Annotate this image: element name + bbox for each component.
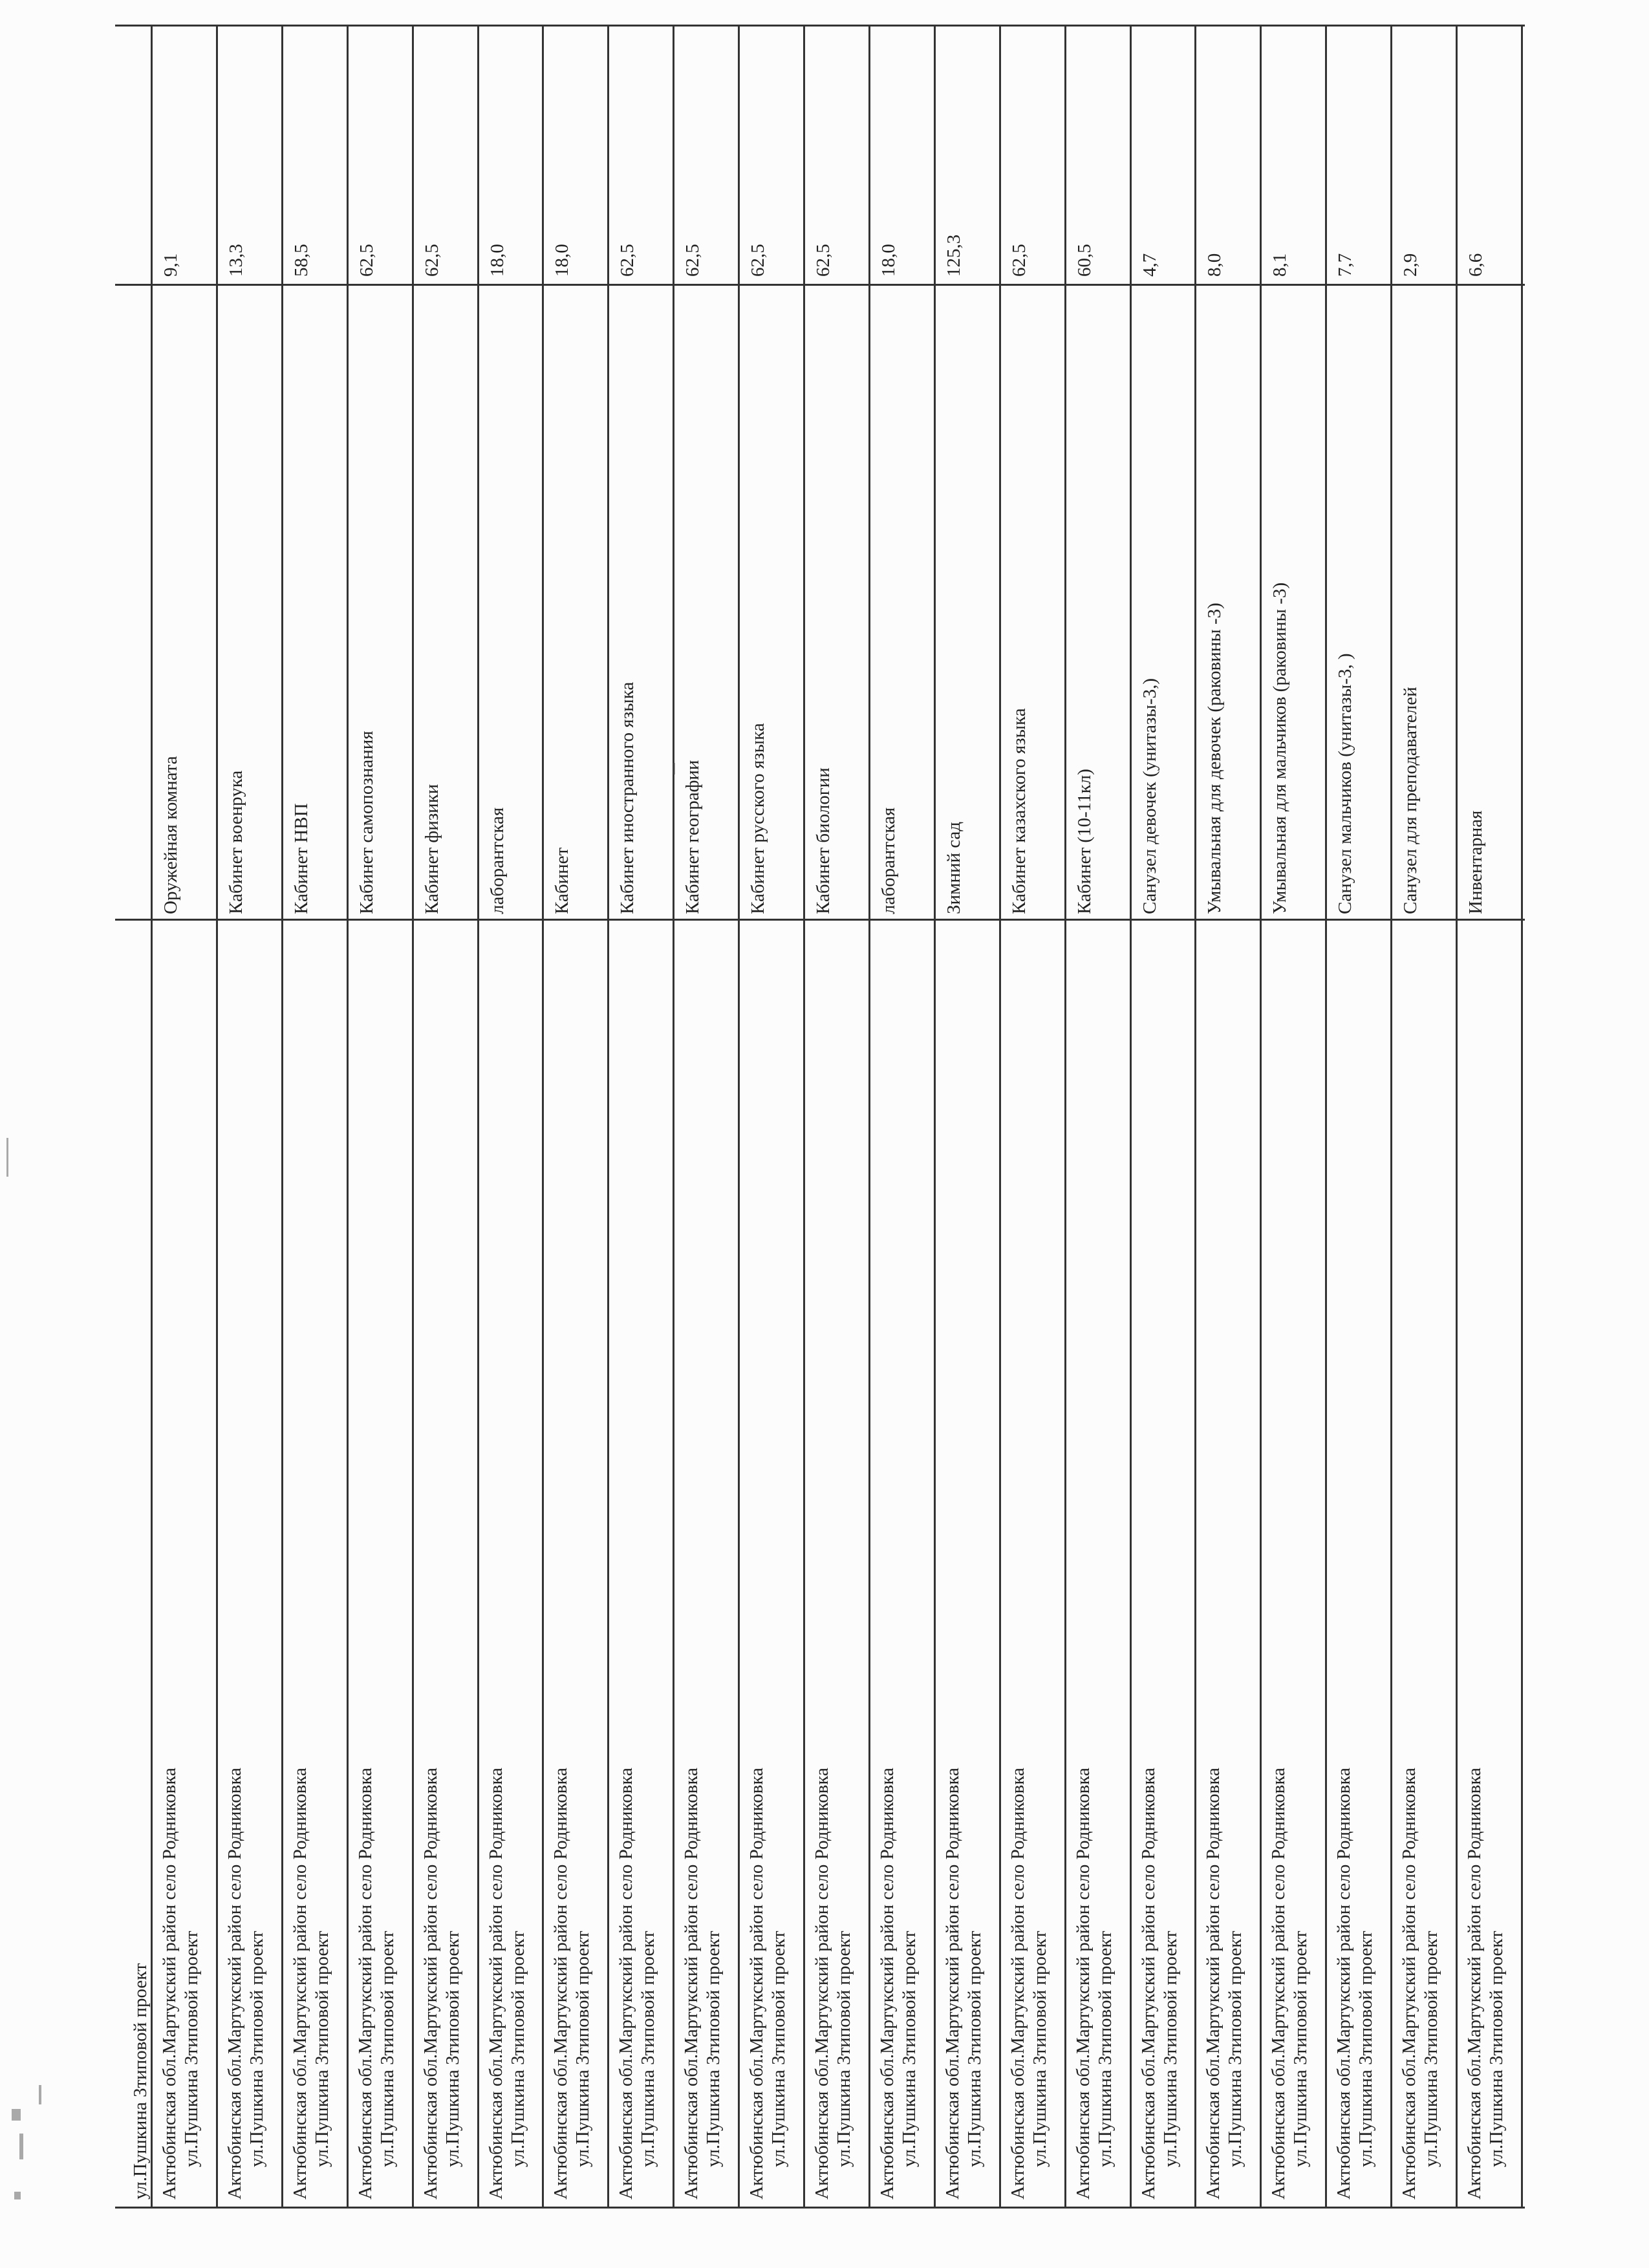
row-border	[477, 25, 479, 2209]
row-border	[999, 25, 1001, 2209]
area-cell: 62,5	[1008, 244, 1029, 277]
area-cell: 8,0	[1204, 253, 1225, 277]
location-line-1: Актюбинская обл.Мартукский район село Родниковка	[812, 1768, 832, 2199]
location-cell	[811, 1036, 855, 2199]
location-cell	[1267, 1036, 1311, 2199]
room-name-cell: Кабинет физики	[421, 784, 442, 914]
location-cell	[1072, 1036, 1116, 2199]
row-border	[151, 25, 153, 2209]
scan-speck	[12, 2109, 21, 2121]
location-line-2: ул.Пушкина 3типовой проект	[768, 1931, 790, 2167]
location-line-1: Актюбинская обл.Мартукский район село Родниковка	[354, 1768, 376, 2199]
location-line-2: ул.Пушкина 3типовой проект	[1225, 1931, 1246, 2167]
location-cell	[550, 1036, 594, 2199]
location-cell	[615, 1036, 659, 2199]
room-name-cell: Кабинет	[552, 847, 573, 914]
area-cell: 4,7	[1139, 253, 1160, 277]
row-border	[803, 25, 805, 2209]
location-line-1: Актюбинская обл.Мартукский район село Родниковка	[681, 1768, 702, 2199]
area-cell: 62,5	[421, 244, 442, 277]
location-line-1: Актюбинская обл.Мартукский район село Родниковка	[616, 1768, 637, 2199]
row-border	[1064, 25, 1066, 2209]
table-left-border	[115, 2207, 1525, 2209]
room-name-cell: Кабинет самопознания	[356, 731, 377, 914]
location-cell	[746, 1036, 790, 2199]
location-line-2: ул.Пушкина 3типовой проект	[703, 1931, 724, 2167]
location-line-2: ул.Пушкина 3типовой проект	[572, 1931, 594, 2167]
location-line-2: ул.Пушкина 3типовой проект	[181, 1931, 202, 2167]
row-border	[412, 25, 414, 2209]
location-line-2: ул.Пушкина 3типовой проект	[1029, 1931, 1050, 2167]
room-name-cell: Кабинет казахского языка	[1008, 708, 1029, 914]
location-cell	[289, 1036, 333, 2199]
location-cell	[354, 1036, 398, 2199]
location-line-1: Актюбинская обл.Мартукский район село Родниковка	[1007, 1768, 1028, 2199]
column-divider-room-area	[115, 284, 1525, 286]
location-line-1: Актюбинская обл.Мартукский район село Родниковка	[1137, 1768, 1159, 2199]
room-name-cell: Санузел мальчиков (унитазы-3, )	[1335, 653, 1356, 914]
room-name-cell: Умывальная для девочек (раковины -3)	[1204, 603, 1225, 914]
location-cell	[1007, 1036, 1051, 2199]
room-name-cell: Оружейная комната	[160, 756, 181, 914]
scan-speck	[39, 2085, 41, 2104]
location-cell	[1398, 1036, 1442, 2199]
row-border	[1194, 25, 1196, 2209]
location-line-2: ул.Пушкина 3типовой проект	[1355, 1931, 1377, 2167]
area-cell: 2,9	[1400, 253, 1421, 277]
location-cell	[485, 1036, 529, 2199]
row-border	[1130, 25, 1132, 2209]
location-line-2: ул.Пушкина 3типовой проект	[311, 1931, 332, 2167]
location-line-2: ул.Пушкина 3типовой проект	[376, 1931, 398, 2167]
scan-speck	[673, 763, 675, 775]
room-name-cell: Умывальная для мальчиков (раковины -3)	[1269, 582, 1291, 914]
area-cell: 62,5	[682, 244, 704, 277]
room-name-cell: Санузел девочек (унитазы-3,)	[1139, 678, 1160, 914]
scan-speck	[14, 2192, 21, 2199]
room-name-cell: лаборантская	[486, 807, 508, 914]
scan-speck	[6, 1138, 8, 1177]
location-line-1: Актюбинская обл.Мартукский район село Родниковка	[1072, 1768, 1094, 2199]
area-cell: 60,5	[1073, 244, 1095, 277]
room-name-cell: Кабинет географии	[682, 760, 704, 914]
location-line-2: ул.Пушкина 3типовой проект	[638, 1931, 659, 2167]
area-cell: 18,0	[486, 244, 508, 277]
location-line-2: ул.Пушкина 3типовой проект	[964, 1931, 985, 2167]
row-border	[738, 25, 740, 2209]
location-line-1: Актюбинская обл.Мартукский район село Родниковка	[746, 1768, 768, 2199]
area-cell: 13,3	[225, 244, 246, 277]
location-cell	[942, 1036, 986, 2199]
row-border	[216, 25, 218, 2209]
location-line-2: ул.Пушкина 3типовой проект	[1159, 1931, 1181, 2167]
location-line-1: Актюбинская обл.Мартукский район село Родниковка	[1464, 1768, 1485, 2199]
row-border	[281, 25, 283, 2209]
location-cell	[224, 1036, 268, 2199]
location-cell	[1202, 1036, 1246, 2199]
location-line-1: Актюбинская обл.Мартукский район село Родниковка	[942, 1768, 963, 2199]
location-cell	[1463, 1036, 1507, 2199]
room-name-cell: Кабинет биологии	[813, 767, 834, 914]
rotated-table	[115, 25, 1525, 2209]
area-cell: 7,7	[1335, 253, 1356, 277]
row-border	[868, 25, 870, 2209]
area-cell: 125,3	[943, 234, 964, 277]
room-name-cell: Кабинет иностранного языка	[617, 681, 638, 914]
partial-row-location: ул.Пушкина 3типовой проект	[130, 1963, 151, 2199]
location-cell	[1137, 1036, 1181, 2199]
location-line-2: ул.Пушкина 3типовой проект	[507, 1931, 528, 2167]
location-line-1: Актюбинская обл.Мартукский район село Родниковка	[1399, 1768, 1420, 2199]
column-divider-location-room	[115, 919, 1525, 921]
location-cell	[158, 1036, 202, 2199]
location-line-2: ул.Пушкина 3типовой проект	[1290, 1931, 1311, 2167]
scan-speck	[19, 2134, 23, 2159]
location-line-1: Актюбинская обл.Мартукский район село Родниковка	[159, 1768, 180, 2199]
area-cell: 62,5	[748, 244, 769, 277]
area-cell: 18,0	[878, 244, 899, 277]
location-line-1: Актюбинская обл.Мартукский район село Родниковка	[550, 1768, 572, 2199]
row-border	[542, 25, 544, 2209]
row-border	[1260, 25, 1262, 2209]
area-cell: 58,5	[290, 244, 312, 277]
location-cell	[876, 1036, 920, 2199]
row-border	[1456, 25, 1458, 2209]
room-name-cell: Кабинет военрука	[225, 770, 246, 914]
table-right-border	[115, 25, 1525, 27]
location-cell	[1333, 1036, 1377, 2199]
location-line-1: Актюбинская обл.Мартукский район село Родниковка	[1333, 1768, 1355, 2199]
row-border	[673, 25, 674, 2209]
room-name-cell: Кабинет НВП	[290, 803, 312, 914]
location-line-2: ул.Пушкина 3типовой проект	[442, 1931, 463, 2167]
location-line-2: ул.Пушкина 3типовой проект	[1486, 1931, 1507, 2167]
location-line-1: Актюбинская обл.Мартукский район село Родниковка	[289, 1768, 310, 2199]
location-line-2: ул.Пушкина 3типовой проект	[1094, 1931, 1116, 2167]
location-line-1: Актюбинская обл.Мартукский район село Родниковка	[224, 1768, 245, 2199]
row-border	[1521, 25, 1523, 2209]
location-line-1: Актюбинская обл.Мартукский район село Родниковка	[1268, 1768, 1289, 2199]
room-name-cell: лаборантская	[878, 807, 899, 914]
room-name-cell: Санузел для преподавателей	[1400, 687, 1421, 914]
location-cell	[680, 1036, 724, 2199]
room-name-cell: Зимний сад	[943, 821, 964, 914]
location-line-1: Актюбинская обл.Мартукский район село Родниковка	[485, 1768, 506, 2199]
area-cell: 18,0	[552, 244, 573, 277]
area-cell: 62,5	[356, 244, 377, 277]
location-line-2: ул.Пушкина 3типовой проект	[898, 1931, 920, 2167]
row-border	[607, 25, 609, 2209]
room-name-cell: Инвентарная	[1465, 810, 1486, 914]
area-cell: 6,6	[1465, 253, 1486, 277]
location-line-2: ул.Пушкина 3типовой проект	[246, 1931, 267, 2167]
room-name-cell: Кабинет русского языка	[748, 723, 769, 914]
room-name-cell: Кабинет (10-11кл)	[1073, 769, 1095, 914]
location-cell	[420, 1036, 464, 2199]
location-line-1: Актюбинская обл.Мартукский район село Родниковка	[1203, 1768, 1224, 2199]
area-cell: 62,5	[617, 244, 638, 277]
location-line-2: ул.Пушкина 3типовой проект	[834, 1931, 854, 2167]
area-cell: 9,1	[160, 253, 181, 277]
location-line-1: Актюбинская обл.Мартукский район село Родниковка	[876, 1768, 898, 2199]
row-border	[1325, 25, 1327, 2209]
row-border	[1390, 25, 1392, 2209]
area-cell: 8,1	[1269, 253, 1291, 277]
area-cell: 62,5	[813, 244, 834, 277]
row-border	[934, 25, 936, 2209]
location-line-2: ул.Пушкина 3типовой проект	[1421, 1931, 1442, 2167]
location-line-1: Актюбинская обл.Мартукский район село Родниковка	[420, 1768, 441, 2199]
row-border	[347, 25, 349, 2209]
